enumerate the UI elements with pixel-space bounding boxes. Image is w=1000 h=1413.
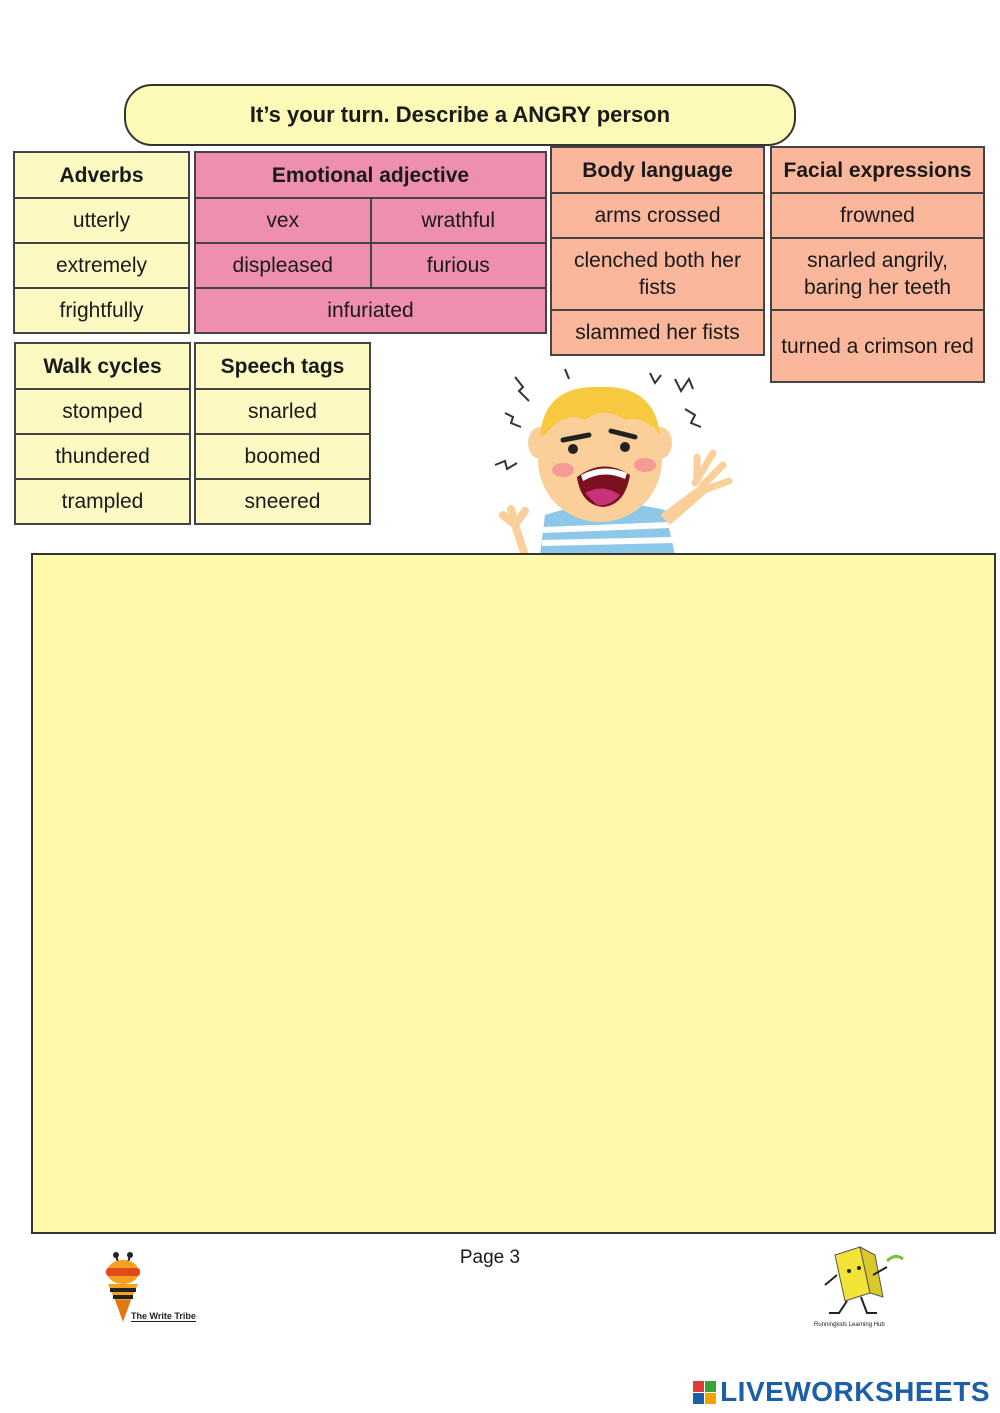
page-number: Page 3: [459, 1247, 521, 1268]
facial-header: Facial expressions: [771, 147, 984, 193]
emotional-header: Emotional adjective: [195, 152, 546, 198]
angry-boy-icon: [485, 365, 745, 555]
facial-cell: turned a crimson red: [771, 310, 984, 382]
adverbs-header: Adverbs: [14, 152, 189, 198]
body-language-cell: clenched both her fists: [551, 238, 764, 310]
speech-cell: boomed: [195, 434, 370, 479]
emotional-cell: wrathful: [371, 198, 547, 243]
emotional-adjective-table: [194, 151, 547, 334]
adverb-cell: frightfully: [14, 288, 189, 333]
emotional-cell: displeased: [195, 243, 371, 288]
speech-header: Speech tags: [195, 343, 370, 389]
facial-expressions-table: [770, 146, 985, 383]
running-book-icon: [815, 1245, 910, 1320]
walk-header: Walk cycles: [15, 343, 190, 389]
body-language-cell: arms crossed: [551, 193, 764, 238]
liveworksheets-brand: [693, 1376, 990, 1408]
body-language-table: [550, 146, 765, 356]
banner-title: It’s your turn. Describe a ANGRY person: [124, 84, 796, 146]
facial-cell: snarled angrily, baring her teeth: [771, 238, 984, 310]
emotional-cell: vex: [195, 198, 371, 243]
walk-cycles-table: [14, 342, 191, 525]
body-language-header: Body language: [551, 147, 764, 193]
walk-cell: stomped: [15, 389, 190, 434]
walk-cell: thundered: [15, 434, 190, 479]
speech-cell: sneered: [195, 479, 370, 524]
body-language-cell: slammed her fists: [551, 310, 764, 355]
walk-cell: trampled: [15, 479, 190, 524]
speech-tags-table: [194, 342, 371, 525]
right-logo-label: Runningkids Learning Hub: [814, 1322, 885, 1328]
emotional-cell: furious: [371, 243, 547, 288]
emotional-cell: infuriated: [195, 288, 546, 333]
adverb-cell: extremely: [14, 243, 189, 288]
speech-cell: snarled: [195, 389, 370, 434]
adverb-cell: utterly: [14, 198, 189, 243]
left-logo-label: The Write Tribe: [131, 1311, 196, 1321]
writing-area[interactable]: [31, 553, 996, 1234]
liveworksheets-logo-icon: [693, 1381, 716, 1404]
brand-text: LIVEWORKSHEETS: [720, 1376, 990, 1407]
facial-cell: frowned: [771, 193, 984, 238]
adverbs-table: [13, 151, 190, 334]
